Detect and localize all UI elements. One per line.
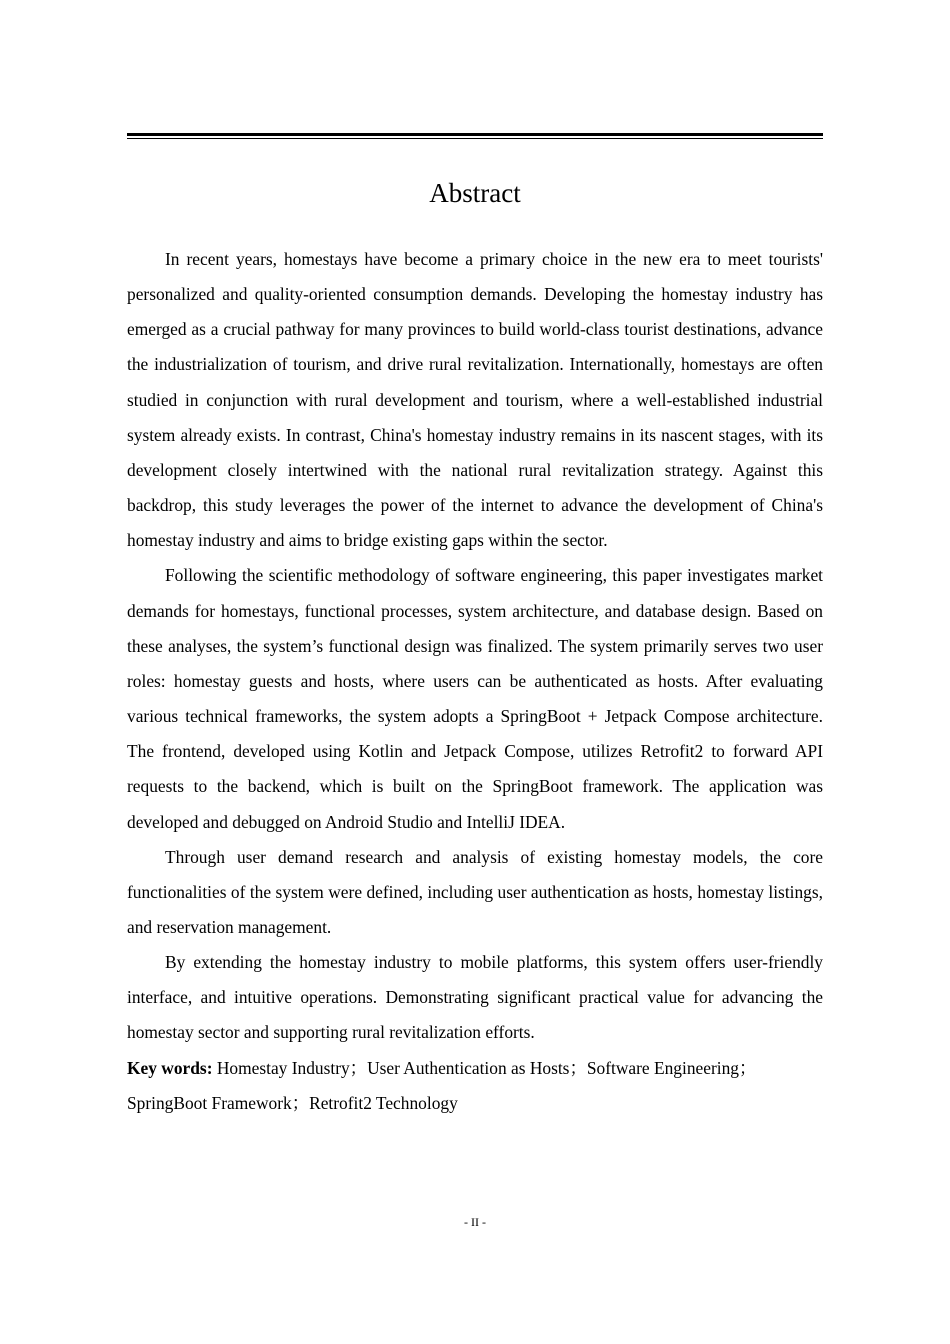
abstract-body	[127, 242, 823, 1121]
header-rule-thick	[127, 133, 823, 136]
keywords-line	[127, 1051, 823, 1121]
page-title: Abstract	[429, 178, 521, 208]
keywords-label: Key words:	[127, 1057, 213, 1078]
abstract-paragraph-3: Through user demand research and analysis of existing homestay models, the core functionalities of the system were defined, including user authentication as hosts, homestay listings, and reservation management.	[127, 846, 823, 937]
abstract-paragraph-2: Following the scientific methodology of software engineering, this paper investigates market demands for homestays, functional processes, system architecture, and database design. Based on these analyses, the system’s functional design was finalized. The system primarily serves two user roles: homestay guests and hosts, where users can be authenticated as hosts. After evaluating various technical frameworks, the system adopts a SpringBoot + Jetpack Compose architecture. The frontend, developed using Kotlin and Jetpack Compose, utilizes Retrofit2 to forward API requests to the backend, which is built on the SpringBoot framework. The application was developed and debugged on Android Studio and IntelliJ IDEA.	[127, 565, 823, 832]
abstract-paragraph-1: In recent years, homestays have become a primary choice in the new era to meet tourists' personalized and quality-oriented consumption demands. Developing the homestay industry has emerged as a crucial pathway for many provinces to build world-class tourist destinations, advance the industrialization of tourism, and drive rural revitalization. Internationally, homestays are often studied in conjunction with rural development and tourism, where a well-established industrial system already exists. In contrast, China's homestay industry remains in its nascent stages, with its development closely intertwined with the national rural revitalization strategy. Against this backdrop, this study leverages the power of the internet to advance the development of China's homestay industry and aims to bridge existing gaps within the sector.	[127, 249, 823, 551]
abstract-paragraph-4: By extending the homestay industry to mobile platforms, this system offers user-friendly interface, and intuitive operations. Demonstrating significant practical value for advancing the homestay sector and supporting rural revitalization efforts.	[127, 952, 823, 1043]
header-rule-thin	[127, 138, 823, 139]
page-number: - II -	[464, 1215, 486, 1229]
keywords-list: Homestay Industry；User Authentication as Hosts；Software Engineering；SpringBoot Framework；Retrofit2 Technology	[127, 1057, 757, 1113]
